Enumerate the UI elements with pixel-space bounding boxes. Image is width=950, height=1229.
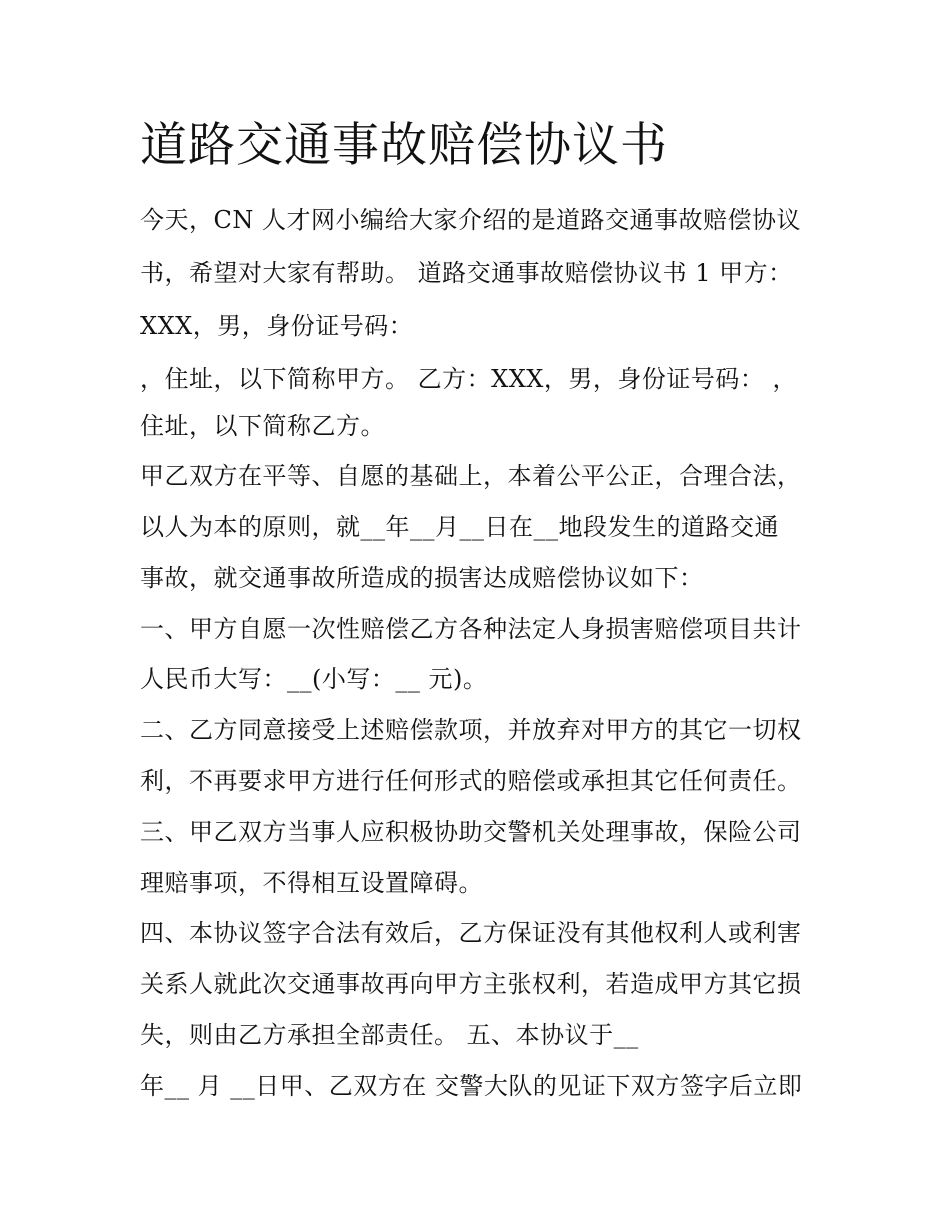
text-line-3: XXX，男，身份证号码：: [140, 312, 414, 340]
text-line-16: 关系人就此次交通事故再向甲方主张权利，若造成甲方其它损: [140, 970, 802, 998]
text-line-1: 今天，CN 人才网小编给大家介绍的是道路交通事故赔偿协议: [140, 206, 801, 234]
text-line-12: 利，不再要求甲方进行任何形式的赔偿或承担其它任何责任。: [140, 767, 802, 795]
text-line-15: 四、本协议签字合法有效后，乙方保证没有其他权利人或利害: [140, 919, 802, 947]
text-line-13: 三、甲乙双方当事人应积极协助交警机关处理事故，保险公司: [140, 818, 802, 846]
text-line-7: 以人为本的原则，就__年__月__日在__地段发生的道路交通: [140, 513, 779, 541]
text-line-4: ，住址，以下简称甲方。 乙方：XXX，男，身份证号码： ，: [140, 365, 798, 393]
document-title: 道路交通事故赔偿协议书: [140, 118, 668, 173]
text-line-11: 二、乙方同意接受上述赔偿款项，并放弃对甲方的其它一切权: [140, 716, 802, 744]
text-line-2: 书，希望对大家有帮助。 道路交通事故赔偿协议书 1 甲方：: [140, 259, 793, 287]
text-line-9: 一、甲方自愿一次性赔偿乙方各种法定人身损害赔偿项目共计: [140, 615, 802, 643]
text-line-14: 理赔事项，不得相互设置障碍。: [140, 869, 483, 897]
text-line-17: 失，则由乙方承担全部责任。 五、本协议于__: [140, 1021, 639, 1049]
text-line-5: 住址，以下简称乙方。: [140, 412, 385, 440]
text-line-6: 甲乙双方在平等、自愿的基础上，本着公平公正，合理合法，: [140, 462, 802, 490]
text-line-10: 人民币大写：__(小写：__ 元)。: [140, 665, 488, 693]
text-line-8: 事故，就交通事故所造成的损害达成赔偿协议如下：: [140, 564, 704, 592]
text-line-18: 年__ 月 __日甲、乙双方在 交警大队的见证下双方签字后立即: [140, 1072, 803, 1100]
